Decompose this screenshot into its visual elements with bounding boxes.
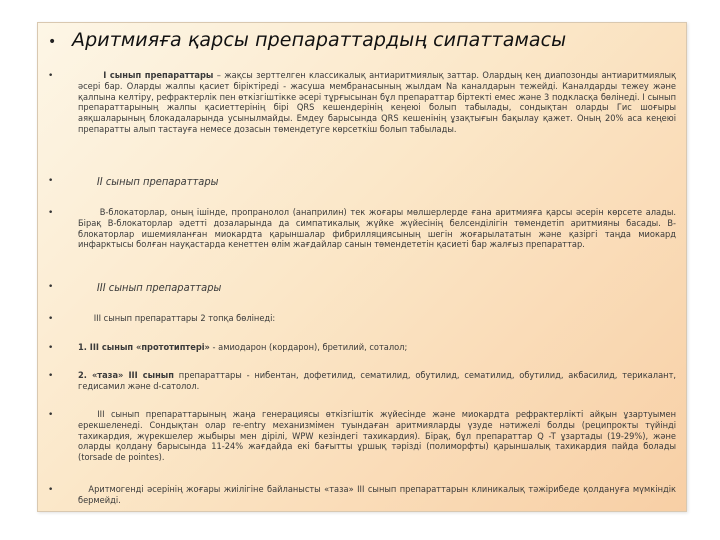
list-item-class-3-heading (48, 282, 676, 294)
item-lead: I сынып препараттары (78, 70, 214, 81)
item-body: - амиодарон (кордарон), бретилий, соталол; (209, 342, 408, 353)
bullet-icon: • (48, 71, 54, 81)
list-item-class-2 (48, 207, 679, 251)
bullet-icon: • (48, 485, 54, 495)
bullet-icon: • (48, 314, 54, 324)
list-item-arrhythmogenic (48, 484, 679, 507)
bullet-icon: • (48, 208, 54, 218)
list-item-class-3-groups (48, 314, 676, 325)
bullet-icon: • (48, 343, 54, 353)
item-body: III сынып препараттары 2 топқа бөлінеді: (78, 313, 276, 324)
item-text (78, 370, 679, 393)
item-body: Аритмогенді әсерінің жоғары жиілігіне байланысты «таза» III сынып препараттарын клиникалық тәжірибеде қолдануға мүмкіндік бермейді. (78, 484, 679, 506)
slide-title: Аритмияға қарсы препараттардың сипаттамасы (72, 29, 567, 51)
item-text (78, 314, 676, 325)
list-item-class-2-heading (48, 176, 676, 188)
bullet-icon: • (48, 282, 54, 292)
bullet-icon: • (48, 176, 54, 186)
item-lead: 1. III сынып «прототиптері» (78, 342, 210, 353)
item-body: – жақсы зерттелген классикалық антиаритмиялық заттар. Олардың кең диапозонды антиаритмиялық әсері бар. Оларды жалпы қасиет біріктіреді - жасуша мембранасының жылдам Na каналдарын тежейді. Каналдарды тежеу және қалпына келтіру, рефрактерлік пен өткізгіштікке әсері тұрғысынан бұл препараттар біртекті емес және 3 подкласқа бөлінеді. I сынып препараттарының жалпы қасиеттерінің бірі QRS кешендерінің кеңеюі болып табылады, сондықтан оларды Гис шоғыры аяқшаларының блокадаларында усынылмайды. Емдеу барысында QRS кешенінің ұзақтығын бақылау қажет. Оның 20% аса кеңеюі препаратты алып тастауға немесе дозасын төмендетуге көрсеткіш болып табылады. (78, 70, 679, 135)
list-item-pure-class-3 (48, 370, 679, 393)
bullet-icon: • (48, 34, 57, 50)
item-text (78, 343, 676, 354)
title-row (48, 29, 678, 51)
item-lead: 2. «таза» III сынып (78, 370, 174, 381)
item-text (78, 282, 676, 294)
item-body: В-блокаторлар, оның ішінде, пропранолол (анаприлин) тек жоғары мөлшерлерде ғана аритмияға қарсы әсерін көрсете алады. Бірақ В-блокаторлар әдетті дозаларында да симпатикалық жүйке жүйесінің белсенділігін төмендетіп аритмияны басады. В-блокаторлар ишемияланған миокардта қарыншалар фибрилляциясының шегін жоғарылататын және қазіргі таңда миокард инфарктысы болған науқастарда кенеттен өлім жағдайлар санын төмендететін қасиеті бар жалғыз препараттар. (78, 207, 679, 251)
list-item-new-generation (48, 409, 679, 464)
item-text (78, 176, 676, 188)
item-body: III сынып препараттары (78, 281, 222, 294)
bullet-icon: • (48, 371, 54, 381)
item-text (78, 70, 679, 136)
slide (37, 22, 687, 512)
list-item-prototypes (48, 343, 676, 354)
item-body: III сынып препараттарының жаңа генерациясы өткізгіштік жүйесінде және миокардта рефрактерлікті айқын ұзартуымен ерекшеленеді. Сондықтан олар re-entry механизмімен туындаған аритмияларды үзуде нәтижелі болды (реципрокты түйінді тахикардия, жүрекшелер жыбыры мен дірілі, WPW кезіндегі тахикардия). Бірақ, бұл препараттар Q -T ұзартады (19-29%), және оларды қолдану барысында 11-24% жағдайда екі бағытты ұршық тәрізді (полиморфты) қарыншалық тахикардия пайда болады (torsade de pointes). (78, 409, 679, 464)
item-text (78, 207, 679, 251)
item-body: II сынып препараттары (78, 175, 219, 188)
list-item-class-1 (48, 70, 679, 136)
bullet-icon: • (48, 410, 54, 420)
item-body: препараттары - нибентан, дофетилид, сематилид, обутилид, сематилид, обутилид, акбасилид, терикалант, гедисамил және d-сатолол. (78, 370, 679, 392)
item-text (78, 484, 679, 507)
item-text (78, 409, 679, 464)
